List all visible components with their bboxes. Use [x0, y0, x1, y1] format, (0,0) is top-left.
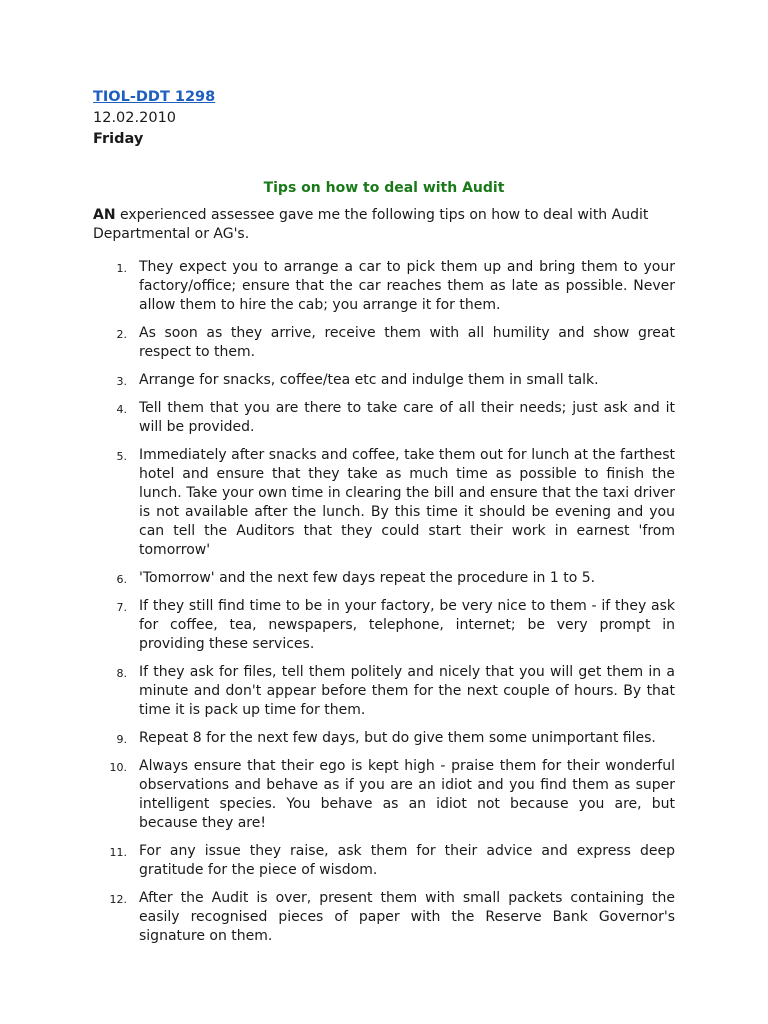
list-item-number: 6.	[116, 573, 127, 586]
list-item	[93, 842, 675, 880]
list-item-number: 5.	[116, 450, 127, 463]
list-item-text: Always ensure that their ego is kept high - praise them for their wonderful observations and behave as if you are an idiot and you find them as super intelligent species. You behave as an idiot not because you are, but because they are!	[139, 758, 675, 831]
list-item-text: Repeat 8 for the next few days, but do give them some unimportant files.	[139, 730, 656, 746]
list-item-text: After the Audit is over, present them with small packets containing the easily recognised pieces of paper with the Reserve Bank Governor's signature on them.	[139, 890, 675, 944]
list-item	[93, 399, 675, 437]
list-item-number: 1.	[116, 262, 127, 275]
list-item-number: 8.	[116, 667, 127, 680]
list-item-text: Arrange for snacks, coffee/tea etc and indulge them in small talk.	[139, 372, 599, 388]
list-item	[93, 889, 675, 946]
document-page	[93, 86, 675, 955]
intro-lead: AN	[93, 207, 116, 223]
list-item-text: For any issue they raise, ask them for their advice and express deep gratitude for the piece of wisdom.	[139, 843, 675, 878]
list-item-text: As soon as they arrive, receive them with all humility and show great respect to them.	[139, 325, 675, 360]
list-item-text: Tell them that you are there to take care of all their needs; just ask and it will be provided.	[139, 400, 675, 435]
list-item-text: Immediately after snacks and coffee, take them out for lunch at the farthest hotel and ensure that they take as much time as possible to finish the lunch. Take your own time in clearing the bill and ensure that the taxi driver is not available after the lunch. By this time it should be evening and you can tell the Auditors that they could start their work in earnest 'from tomorrow'	[139, 447, 675, 558]
list-item-text: They expect you to arrange a car to pick them up and bring them to your factory/office; ensure that the car reaches them as late as possible. Never allow them to hire the cab; you arrange it for them.	[139, 259, 675, 313]
list-item	[93, 729, 675, 748]
list-item	[93, 757, 675, 833]
article-title: Tips on how to deal with Audit	[263, 180, 505, 196]
list-item-number: 11.	[109, 846, 127, 859]
tips-list	[93, 258, 675, 946]
list-item-text: 'Tomorrow' and the next few days repeat the procedure in 1 to 5.	[139, 570, 596, 586]
list-item	[93, 371, 675, 390]
list-item	[93, 597, 675, 654]
intro-text: experienced assessee gave me the following tips on how to deal with Audit Departmental or AG's.	[93, 207, 649, 242]
list-item	[93, 258, 675, 315]
list-item-number: 4.	[116, 403, 127, 416]
list-item	[93, 324, 675, 362]
list-item-text: If they still find time to be in your factory, be very nice to them - if they ask for coffee, tea, newspapers, telephone, internet; be very prompt in providing these services.	[139, 598, 675, 652]
list-item-number: 10.	[109, 761, 127, 774]
list-item	[93, 446, 675, 560]
intro-paragraph	[93, 206, 675, 244]
doc-id-link[interactable]: TIOL-DDT 1298	[93, 89, 216, 105]
list-item-number: 2.	[116, 328, 127, 341]
list-item-number: 7.	[116, 601, 127, 614]
doc-day: Friday	[93, 131, 144, 147]
doc-header	[93, 86, 675, 150]
list-item-text: If they ask for files, tell them politely and nicely that you will get them in a minute and don't appear before them for the next couple of hours. By that time it is pack up time for them.	[139, 664, 675, 718]
list-item	[93, 663, 675, 720]
doc-date: 12.02.2010	[93, 110, 177, 126]
list-item-number: 3.	[116, 375, 127, 388]
list-item	[93, 569, 675, 588]
list-item-number: 9.	[116, 733, 127, 746]
list-item-number: 12.	[109, 893, 127, 906]
